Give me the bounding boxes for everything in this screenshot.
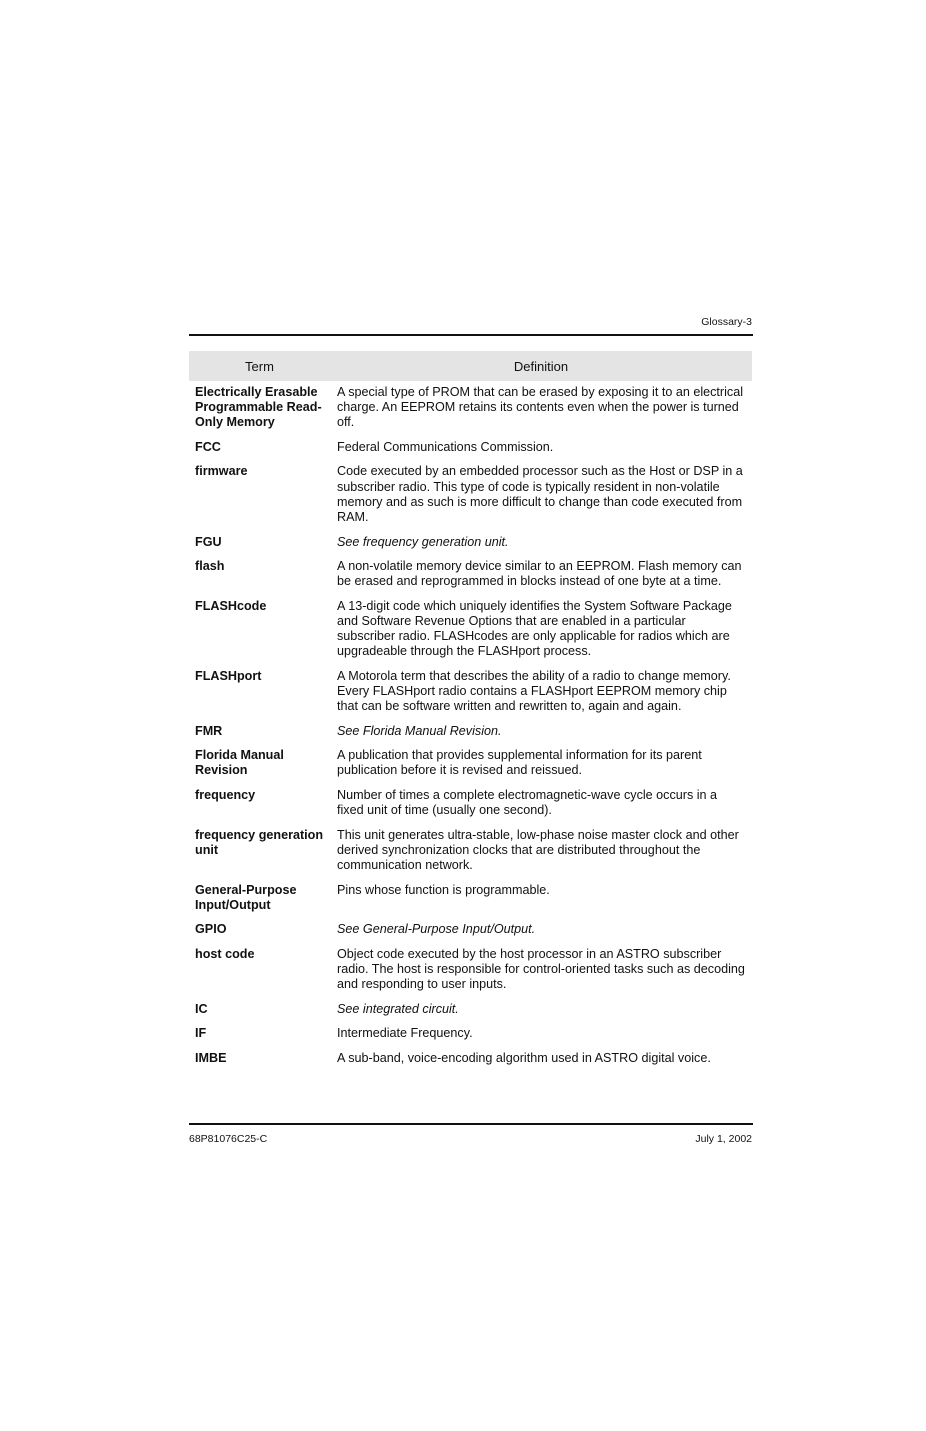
header-rule	[189, 334, 753, 336]
document-number: 68P81076C25-C	[189, 1133, 268, 1145]
glossary-term: FLASHport	[195, 668, 262, 683]
table-row	[189, 535, 752, 550]
glossary-entries	[189, 381, 752, 1066]
glossary-term: IF	[195, 1026, 207, 1041]
glossary-term: General-Purpose Input/Output	[195, 882, 297, 912]
glossary-term: firmware	[195, 464, 248, 479]
glossary-definition: Number of times a complete electromagnetic-wave cycle occurs in a fixed unit of time (usually one second).	[337, 787, 718, 818]
glossary-definition: A publication that provides supplemental information for its parent publication before it is revised and reissued.	[337, 748, 702, 778]
table-row	[189, 385, 752, 431]
table-row	[189, 788, 752, 818]
footer-rule	[189, 1123, 753, 1125]
glossary-definition: A sub-band, voice-encoding algorithm used in ASTRO digital voice.	[337, 1050, 711, 1065]
definition-column-header: Definition	[513, 358, 569, 374]
glossary-definition: See Florida Manual Revision.	[337, 723, 502, 738]
glossary-definition: See integrated circuit.	[337, 1001, 459, 1016]
glossary-definition: Intermediate Frequency.	[337, 1026, 473, 1041]
glossary-definition: See General-Purpose Input/Output.	[337, 922, 536, 937]
publication-date: July 1, 2002	[695, 1133, 752, 1145]
table-header	[189, 351, 752, 381]
glossary-term: Electrically Erasable Programmable Read-Only Memory	[195, 385, 322, 430]
glossary-term: FCC	[195, 439, 221, 454]
table-row	[189, 947, 752, 993]
table-row	[189, 559, 752, 589]
table-row	[189, 883, 752, 913]
glossary-definition: This unit generates ultra-stable, low-phase noise master clock and other derived synchronization clocks that are distributed throughout the communication network.	[337, 827, 739, 873]
glossary-definition: A non-volatile memory device similar to an EEPROM. Flash memory can be erased and reprogrammed in blocks instead of one byte at a time.	[337, 559, 742, 589]
table-row	[189, 464, 752, 525]
table-row	[189, 1051, 752, 1066]
glossary-definition: Object code executed by the host processor in an ASTRO subscriber radio. The host is responsible for control-oriented tasks such as decoding and responding to user inputs.	[337, 946, 745, 992]
table-row	[189, 440, 752, 455]
glossary-table	[189, 351, 752, 1075]
glossary-definition: A 13-digit code which uniquely identifies the System Software Package and Software Revenue Options that are enabled in a particular subscriber radio. FLASHcodes are only applicable for radios which are upgradeable through the FLASHport process.	[337, 598, 732, 659]
glossary-definition: A special type of PROM that can be erased by exposing it to an electrical charge. An EEPROM retains its contents even when the power is turned off.	[337, 385, 744, 430]
glossary-term: host code	[195, 946, 255, 961]
table-row	[189, 1002, 752, 1017]
table-row	[189, 1026, 752, 1041]
page-number: Glossary-3	[701, 316, 752, 328]
table-row	[189, 828, 752, 874]
table-row	[189, 748, 752, 778]
table-row	[189, 922, 752, 937]
glossary-definition: See frequency generation unit.	[337, 534, 509, 549]
table-row	[189, 599, 752, 660]
glossary-definition: A Motorola term that describes the ability of a radio to change memory. Every FLASHport radio contains a FLASHport EEPROM memory chip that can be software written and rewritten to, again and again.	[337, 668, 731, 714]
table-row	[189, 669, 752, 715]
glossary-definition: Code executed by an embedded processor such as the Host or DSP in a subscriber radio. This type of code is typically resident in non-volatile memory and as such is more difficult to change than code executed from RAM.	[337, 464, 743, 525]
glossary-term: flash	[195, 559, 225, 574]
glossary-term: Florida Manual Revision	[195, 748, 284, 778]
glossary-term: IMBE	[195, 1050, 227, 1065]
glossary-term: GPIO	[195, 922, 227, 937]
glossary-term: frequency generation unit	[195, 827, 324, 857]
glossary-term: FMR	[195, 723, 223, 738]
glossary-term: frequency	[195, 787, 256, 802]
glossary-definition: Pins whose function is programmable.	[337, 882, 550, 897]
term-column-header: Term	[245, 358, 274, 374]
table-row	[189, 724, 752, 739]
glossary-definition: Federal Communications Commission.	[337, 439, 554, 454]
glossary-term: IC	[195, 1001, 208, 1016]
glossary-term: FLASHcode	[195, 598, 267, 613]
glossary-term: FGU	[195, 534, 222, 549]
